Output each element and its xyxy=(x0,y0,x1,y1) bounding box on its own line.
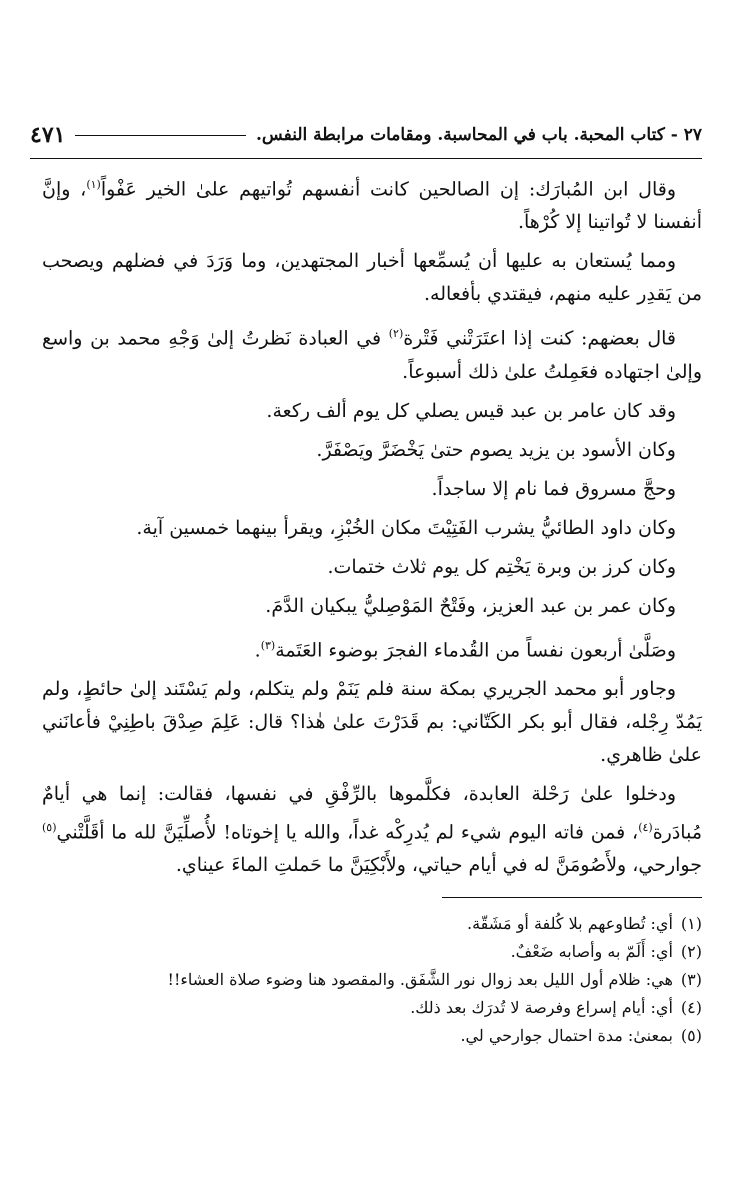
footnote: (٢) أي: أَلَمّ به وأصابه ضَعْفٌ. xyxy=(510,942,702,961)
footnote-ref: (٤) xyxy=(638,820,653,834)
paragraph: وقال ابن المُبارَك: إن الصالحين كانت أنفسهم تُواتيهم علىٰ الخير عَفْواً$^{(١)}$، وإنَّ أنفسنا لا تُواتينا إلا كُرْهاً. xyxy=(42,178,702,234)
header-rule xyxy=(75,135,246,136)
paragraph: وكان الأسود بن يزيد يصوم حتىٰ يَخْضَرَّ ويَصْفَرَّ. xyxy=(316,438,676,461)
footnote-divider xyxy=(442,897,702,898)
footnote: (٥) بمعنىٰ: مدة احتمال جوارحي لي. xyxy=(460,1026,702,1045)
footnote-ref: (٢) xyxy=(388,327,404,341)
paragraph: وقد كان عامر بن عبد قيس يصلي كل يوم ألف ركعة. xyxy=(266,399,676,422)
paragraph: وكان عمر بن عبد العزيز، وفَتْحٌ المَوْصِليُّ يبكيان الدَّمَ. xyxy=(265,594,676,617)
paragraph: وكان داود الطائيُّ يشرب الفَتِيْتَ مكان الخُبْزِ، ويقرأ بينهما خمسين آية. xyxy=(136,516,676,539)
paragraph: ودخلوا علىٰ رَحْلة العابدة، فكلَّموها بالرِّفْقِ في نفسها، فقالت: إنما هي أيامٌ مُبادَرة$^{(٤)}$، فمن فاته اليوم شيء لم يُدرِكْه غداً، والله يا إخوتاه! لأُصلِّيَنَّ لله ما أقَلَّتْني$^{(٥)}$ جوارحي، ولأَصُومَنَّ له في أيام حياتي، ولأَبْكِيَنَّ ما حَملتِ الماءَ عيناي. xyxy=(42,782,702,877)
running-title: ٢٧ - كتاب المحبة. باب في المحاسبة. ومقامات مرابطة النفس. xyxy=(256,125,702,145)
footnote-ref: (٥) xyxy=(42,820,57,834)
footnotes xyxy=(42,910,702,1050)
main-text xyxy=(42,168,702,888)
paragraph: وجاور أبو محمد الجريري بمكة سنة فلم يَنَمْ ولم يتكلم، ولم يَسْتَند إلىٰ حائطٍ، ولم يَمُدّ رِجْله، فقال أبو بكر الكَتّاني: بم قَدَرْتَ علىٰ هٰذا؟ قال: عَلِمَ صِدْقَ باطِنِيْ فأعانَني علىٰ ظاهري. xyxy=(42,677,702,766)
footnote: (٣) هي: ظلام أول الليل بعد زوال نور الشَّفَق. والمقصود هنا وضوء صلاة العشاء!! xyxy=(167,970,702,989)
paragraph: قال بعضهم: كنت إذا اعتَرَتْني فَتْرة$^{(٢)}$ في العبادة نَظرتُ إلىٰ وَجْهِ محمد بن واسع وإلىٰ اجتهاده فعَمِلتُ علىٰ ذلك أسبوعاً. xyxy=(42,327,702,383)
footnote-ref: (٣) xyxy=(260,638,276,652)
page-number: ٤٧١ xyxy=(30,122,66,148)
footnote: (٤) أي: أيام إسراع وفرصة لا تُدرَك بعد ذلك. xyxy=(410,998,702,1017)
footnote: (١) أي: تُطاوعهم بلا كُلفة أو مَشَقّة. xyxy=(467,914,702,933)
paragraph: ومما يُستعان به عليها أن يُسمِّعها أخبار المجتهدين، وما وَرَدَ في فضلهم ويصحب من يَقدِر عليه منهم، فيقتدي بأفعاله. xyxy=(42,250,702,306)
footnote-ref: (١) xyxy=(86,178,101,191)
paragraph: وكان كرز بن وبرة يَخْتِم كل يوم ثلاث ختمات. xyxy=(327,555,676,578)
paragraph: وصَلَّىٰ أربعون نفساً من القُدماء الفجرَ بوضوء العَتَمة$^{(٣)}$. xyxy=(254,638,676,661)
page-header xyxy=(30,118,702,159)
paragraph: وحجَّ مسروق فما نام إلا ساجداً. xyxy=(431,477,676,500)
